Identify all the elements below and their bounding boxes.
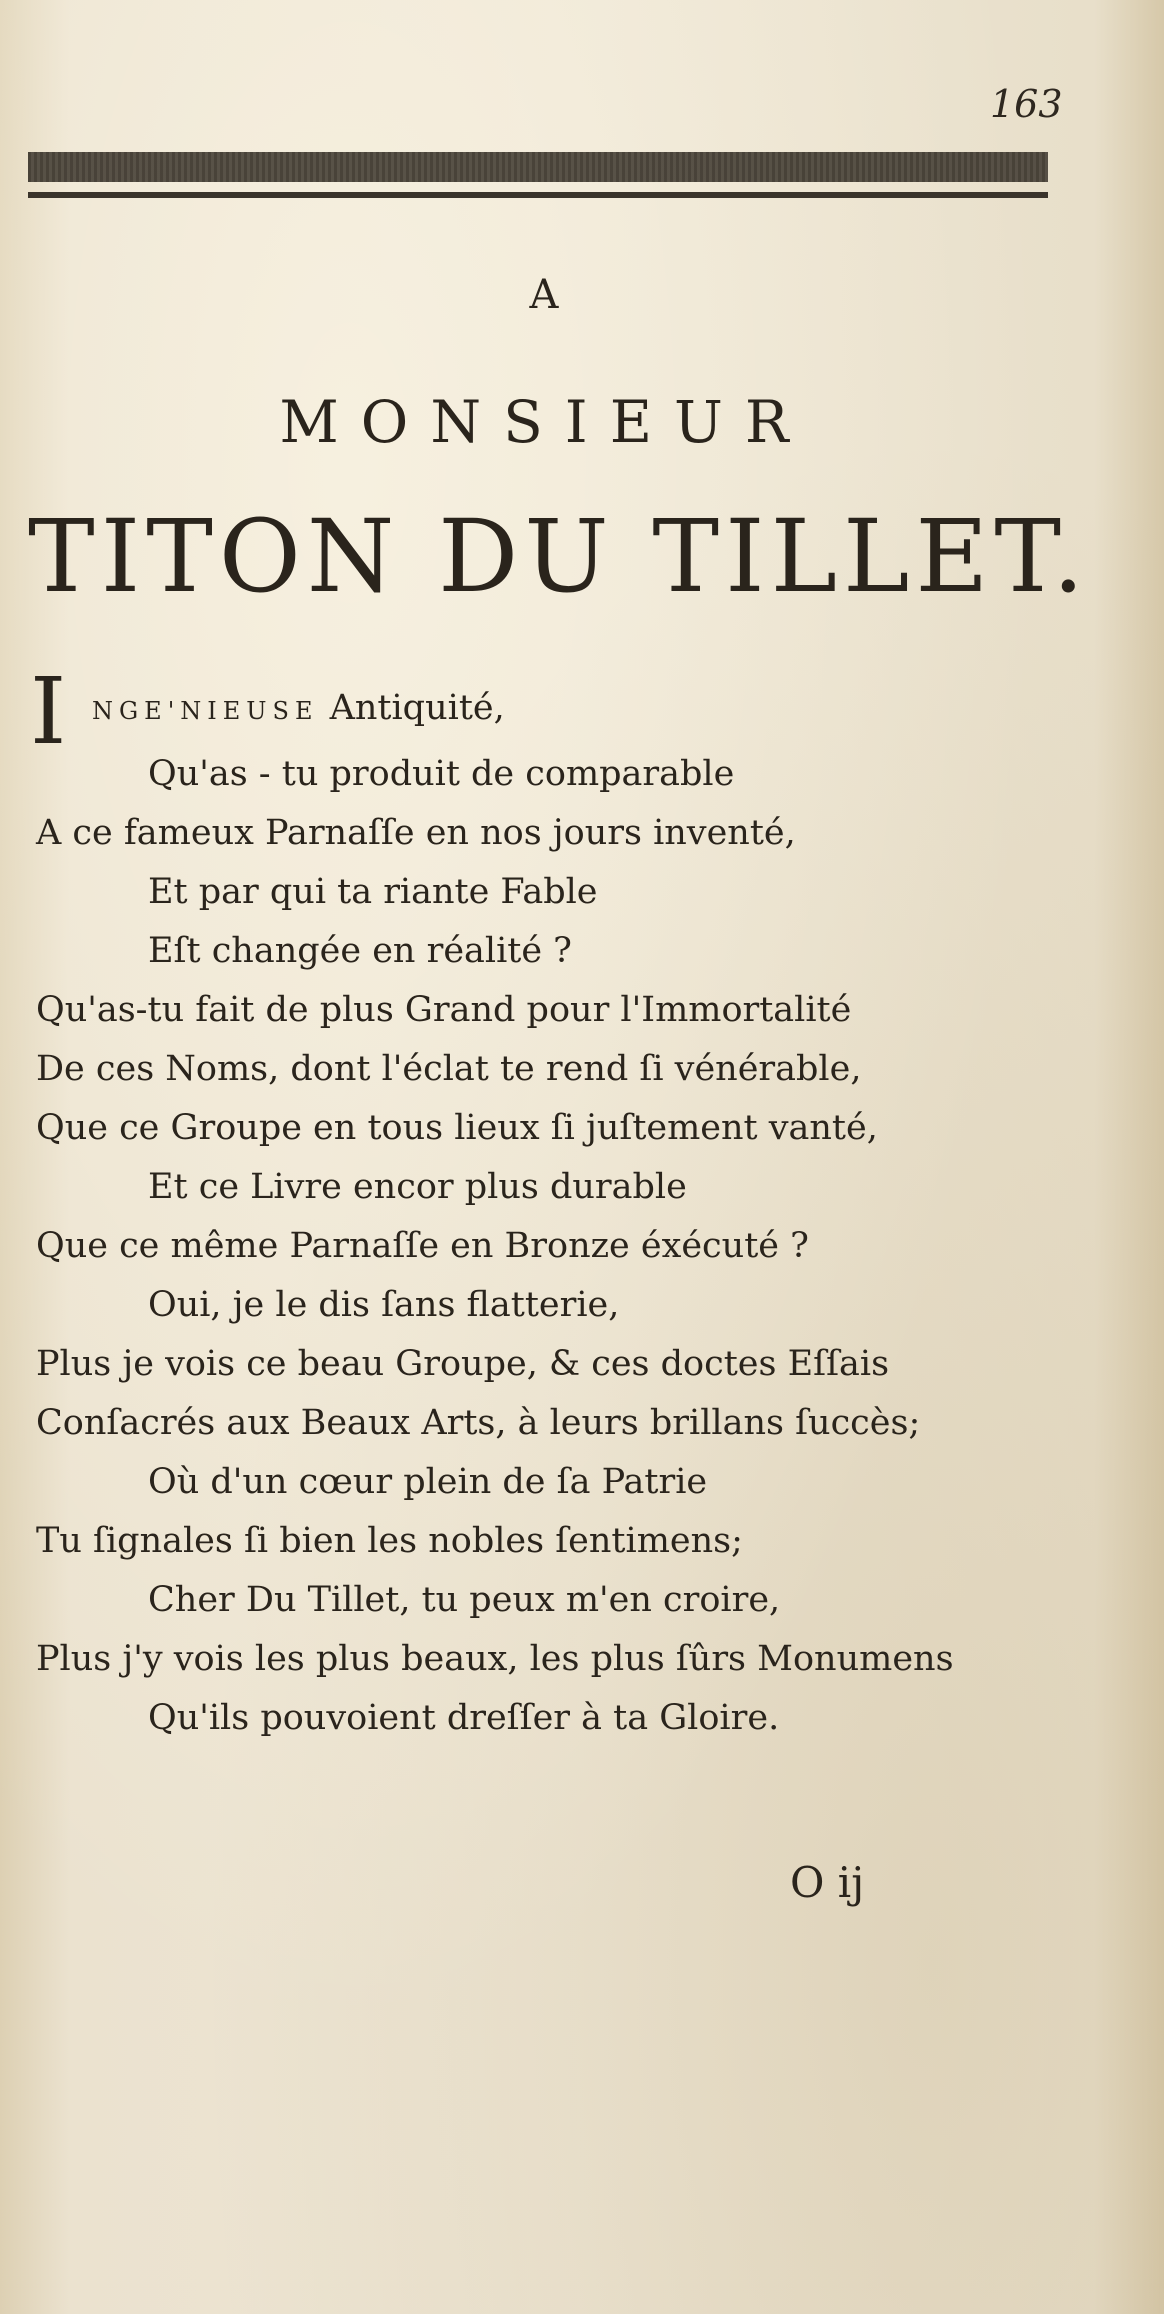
dedication-title-monsieur: MONSIEUR	[279, 388, 811, 456]
poem-line: Que ce Groupe en tous lieux ſi juſtement vanté,	[36, 1108, 878, 1148]
poem-line: Que ce même Parnaſſe en Bronze éxécuté ?	[36, 1226, 809, 1266]
poem-line: Plus j'y vois les plus beaux, les plus ſûrs Monumens	[36, 1639, 954, 1679]
poem-line: Oui, je le dis ſans flatterie,	[148, 1285, 620, 1325]
poem-line: Eſt changée en réalité ?	[148, 931, 572, 971]
poem-line: Qu'as-tu fait de plus Grand pour l'Immortalité	[36, 990, 852, 1030]
poem-line: Qu'as - tu produit de comparable	[148, 754, 735, 794]
poem-line	[92, 688, 505, 731]
poem-line: Et par qui ta riante Fable	[148, 872, 598, 912]
dedication-title-name: TITON DU TILLET.	[28, 498, 1091, 615]
poem-line: Qu'ils pouvoient dreſſer à ta Gloire.	[148, 1698, 780, 1738]
poem-line: Conſacrés aux Beaux Arts, à leurs brillans ſuccès;	[36, 1403, 921, 1443]
poem-line: Et ce Livre encor plus durable	[148, 1167, 687, 1207]
dedication-title-a: A	[529, 272, 561, 318]
poem-line: Plus je vois ce beau Groupe, & ces doctes Eſſais	[36, 1344, 890, 1384]
poem-line: De ces Noms, dont l'éclat te rend ſi vénérable,	[36, 1049, 862, 1089]
poem-line: Où d'un cœur plein de ſa Patrie	[148, 1462, 708, 1502]
signature-mark: O ij	[790, 1858, 865, 1907]
poem-line: A ce fameux Parnaſſe en nos jours inventé,	[36, 813, 796, 853]
page-number: 163	[990, 82, 1063, 126]
drop-cap: I	[30, 658, 67, 765]
poem-line: Tu ſignales ſi bien les nobles ſentimens;	[36, 1521, 743, 1561]
small-caps-word: NGE'NIEUSE	[92, 697, 319, 725]
first-line-rest: Antiquité,	[318, 688, 505, 728]
poem-line: Cher Du Tillet, tu peux m'en croire,	[148, 1580, 781, 1620]
